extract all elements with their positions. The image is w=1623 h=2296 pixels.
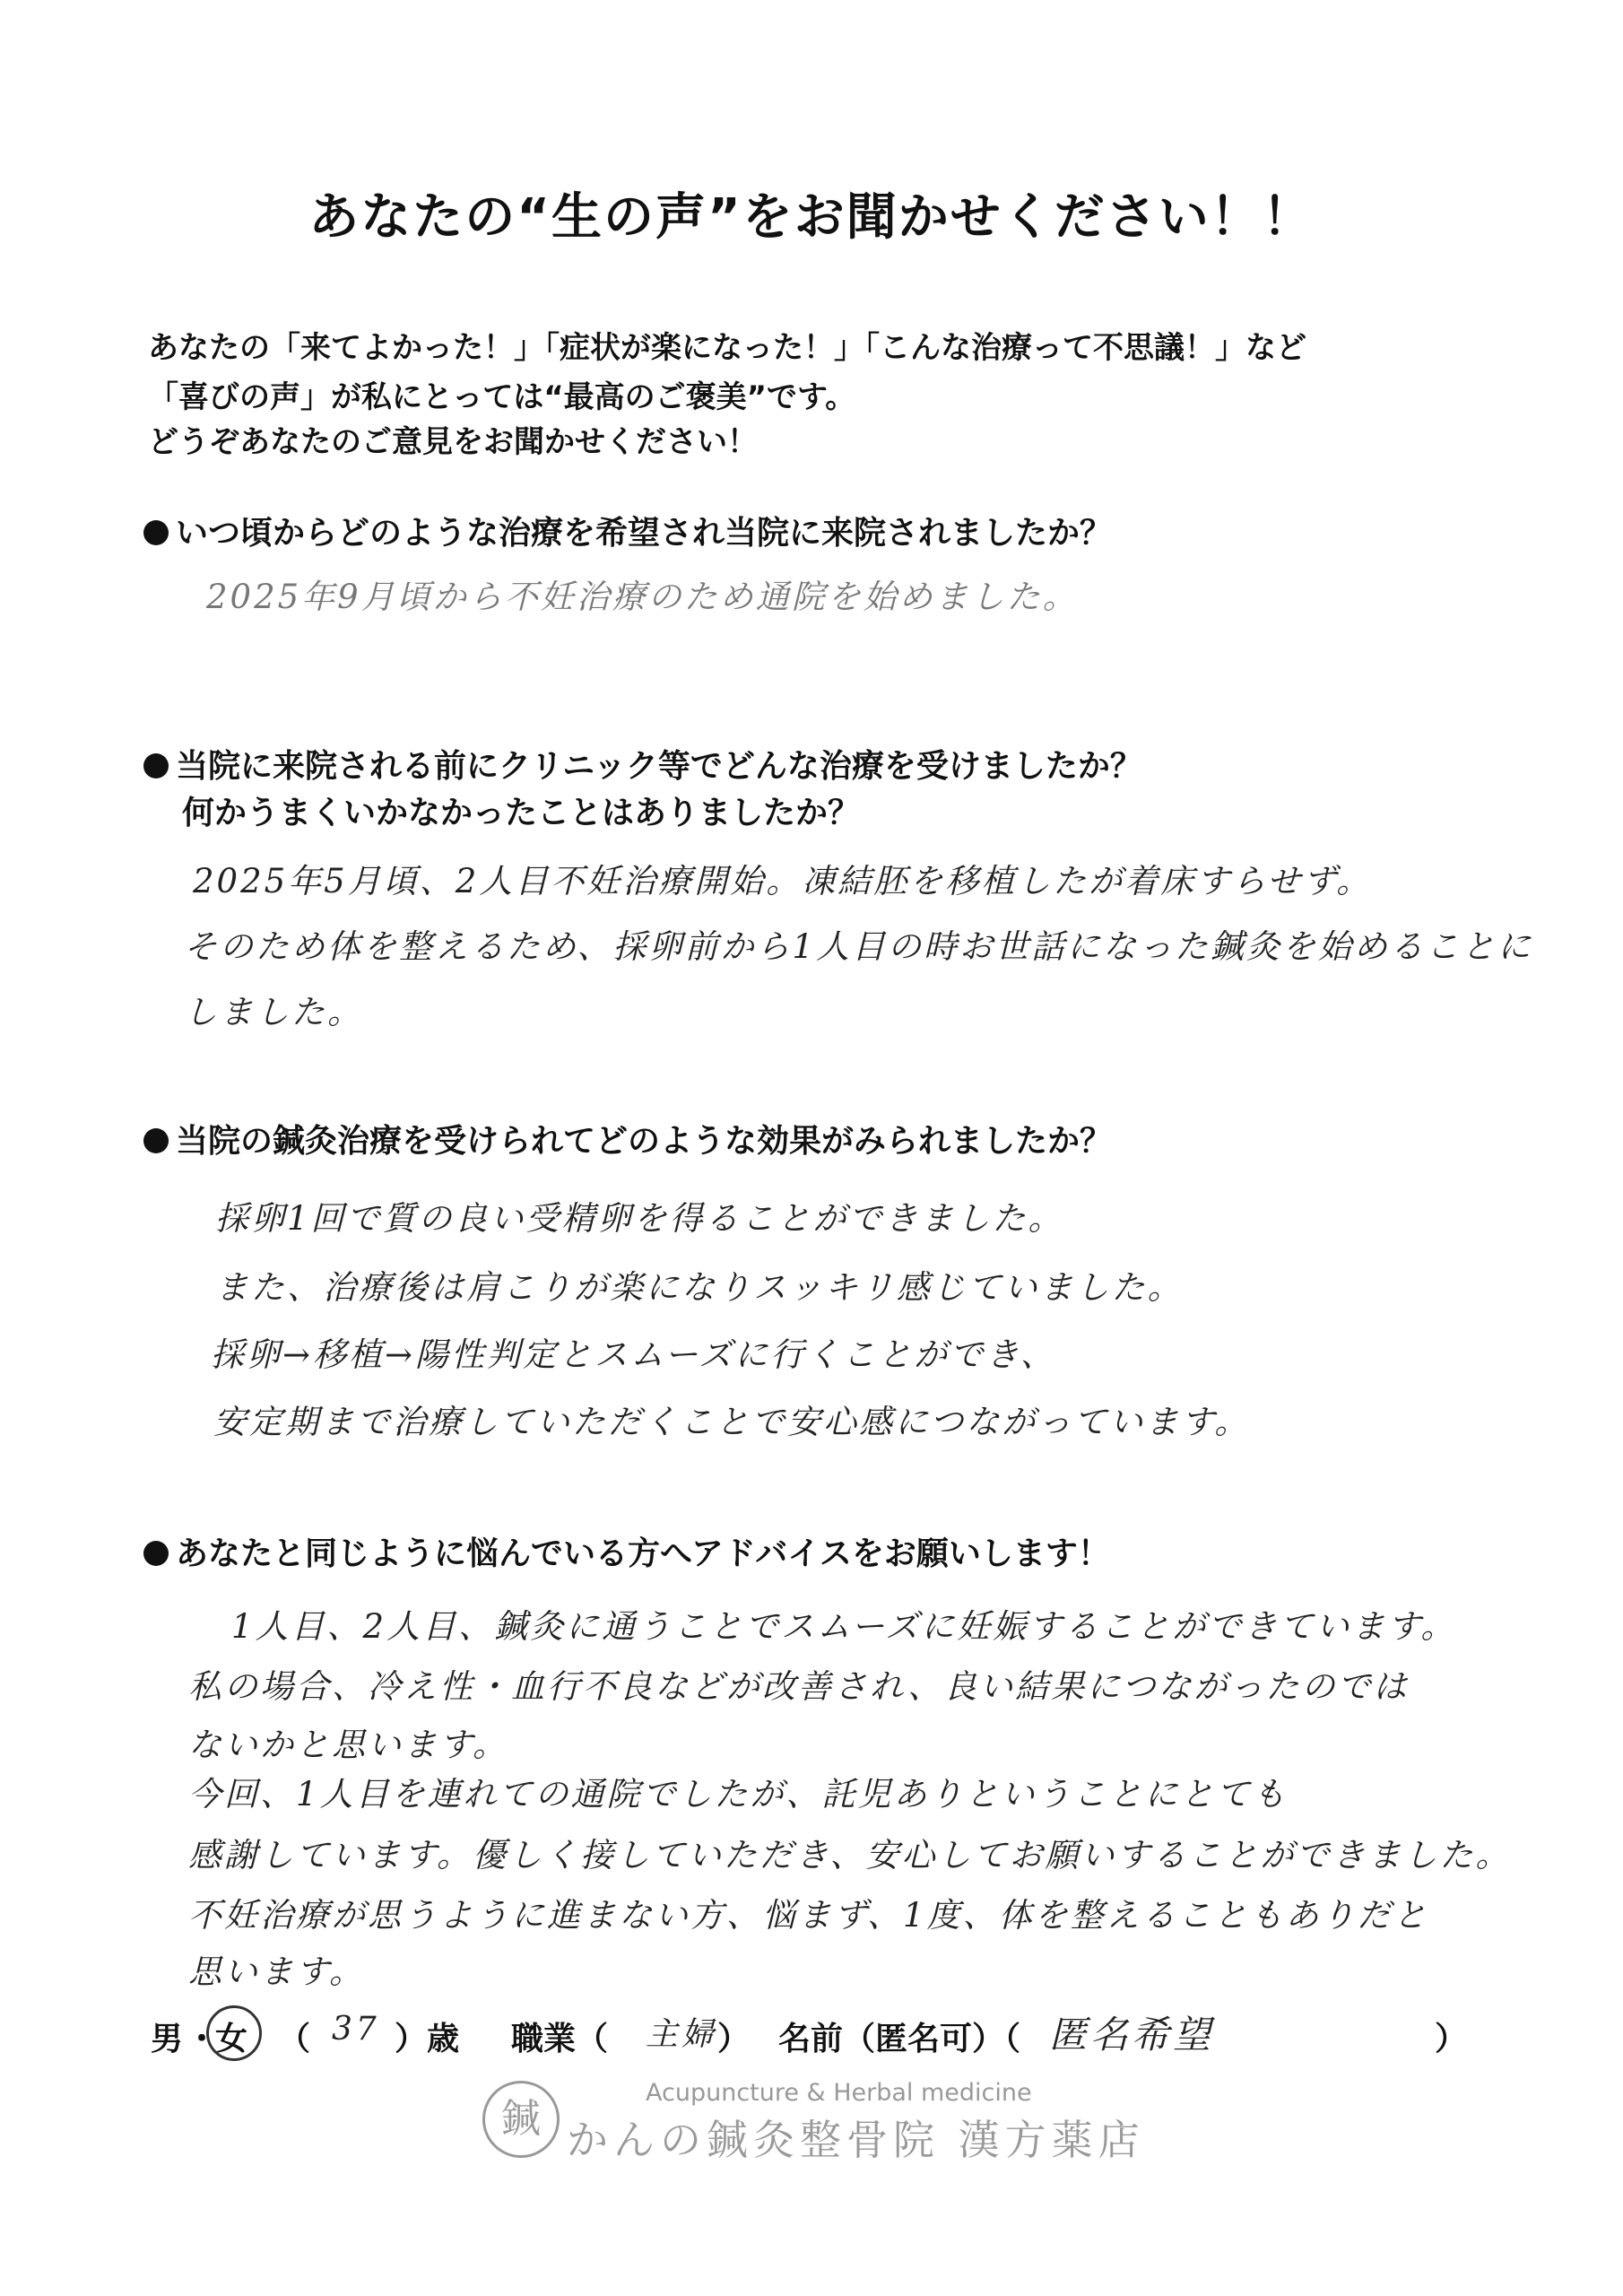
clinic-seal-logo	[482, 2081, 560, 2158]
answer-4-line-7: 思います。	[188, 1952, 366, 1991]
clinic-seal-char: 鍼	[501, 2096, 541, 2142]
age-label: ）歳	[395, 2021, 460, 2057]
occupation-close-paren: ）	[717, 2021, 751, 2057]
question-3-text: 当院の鍼灸治療を受けられてどのような効果がみられましたか？	[176, 1123, 1113, 1160]
bullet-icon	[143, 520, 169, 545]
answer-1-line-1: 2025年9月頃から不妊治療のため通院を始めました。	[206, 578, 1079, 616]
question-1	[143, 508, 1112, 553]
occupation-value: 主婦	[646, 2016, 718, 2053]
question-2-text-line-1: 当院に来院される前にクリニック等でどんな治療を受けましたか？	[176, 748, 1142, 785]
answer-2-line-3: しました。	[184, 993, 363, 1031]
question-3	[143, 1116, 1112, 1161]
bullet-icon	[143, 1541, 169, 1566]
clinic-english-name: Acupuncture & Herbal medicine	[646, 2079, 1032, 2107]
question-2	[143, 741, 1142, 787]
name-label: 名前（匿名可）（	[778, 2021, 1021, 2057]
gender-selected-circle	[206, 2005, 262, 2061]
answer-2-line-1: 2025年5月頃、2人目不妊治療開始。凍結胚を移植したが着床すらせず。	[193, 862, 1373, 900]
gender-male-label: 男	[151, 2021, 184, 2057]
question-4	[143, 1528, 1110, 1574]
gender-female-label: 女	[215, 2021, 248, 2057]
answer-4-line-6: 不妊治療が思うように進まない方、悩まず、1度、体を整えることもありだと	[188, 1896, 1429, 1935]
answer-3-line-3: 採卵→移植→陽性判定とスムーズに行くことができ、	[211, 1335, 1056, 1374]
answer-4-line-5: 感謝しています。優しく接していただき、安心してお願いすることができました。	[188, 1836, 1512, 1874]
answer-3-line-1: 採卵1回で質の良い受精卵を得ることができました。	[215, 1199, 1064, 1238]
intro-line-3: どうぞあなたのご意見をお聞かせください！	[148, 424, 758, 460]
question-4-text: あなたと同じように悩んでいる方へアドバイスをお願いします！	[176, 1535, 1110, 1572]
bullet-icon	[143, 753, 169, 778]
answer-3-line-4: 安定期まで治療していただくことで安心感につながっています。	[213, 1403, 1251, 1441]
age-value: 37	[332, 2011, 380, 2048]
intro-line-1: あなたの「来てよかった！」「症状が楽になった！」「こんな治療って不思議！」など	[148, 330, 1306, 366]
name-value: 匿名希望	[1049, 2013, 1215, 2057]
bullet-icon	[143, 1128, 169, 1153]
question-2-text-line-2: 何かうまくいかなかったことはありましたか？	[182, 795, 861, 831]
answer-4-line-1: 1人目、2人目、鍼灸に通うことでスムーズに妊娠することができています。	[231, 1607, 1457, 1646]
age-open-paren: （	[278, 2021, 311, 2057]
answer-2-line-2: そのため体を整えるため、採卵前から1人目の時お世話になった鍼灸を始めることに	[184, 927, 1534, 966]
answer-4-line-2: 私の場合、冷え性・血行不良などが改善され、良い結果につながったのでは	[188, 1667, 1410, 1706]
answer-4-line-4: 今回、1人目を連れての通院でしたが、託児ありということにとても	[188, 1775, 1289, 1813]
page-title: あなたの“生の声”をお聞かせください！！	[308, 188, 1315, 247]
name-close-paren: ）	[1435, 2021, 1468, 2057]
gender-separator: ・	[186, 2021, 219, 2057]
intro-line-2: 「喜びの声」が私にとっては“最高のご褒美”です。	[148, 379, 856, 415]
answer-3-line-2: また、治療後は肩こりが楽になりスッキリ感じていました。	[215, 1268, 1184, 1307]
question-1-text: いつ頃からどのような治療を希望され当院に来院されましたか？	[176, 515, 1113, 552]
occupation-label: 職業（	[511, 2021, 609, 2057]
clinic-japanese-name: かんの鍼灸整骨院 漢方薬店	[567, 2116, 1145, 2164]
answer-4-line-3: ないかと思います。	[188, 1726, 509, 1764]
